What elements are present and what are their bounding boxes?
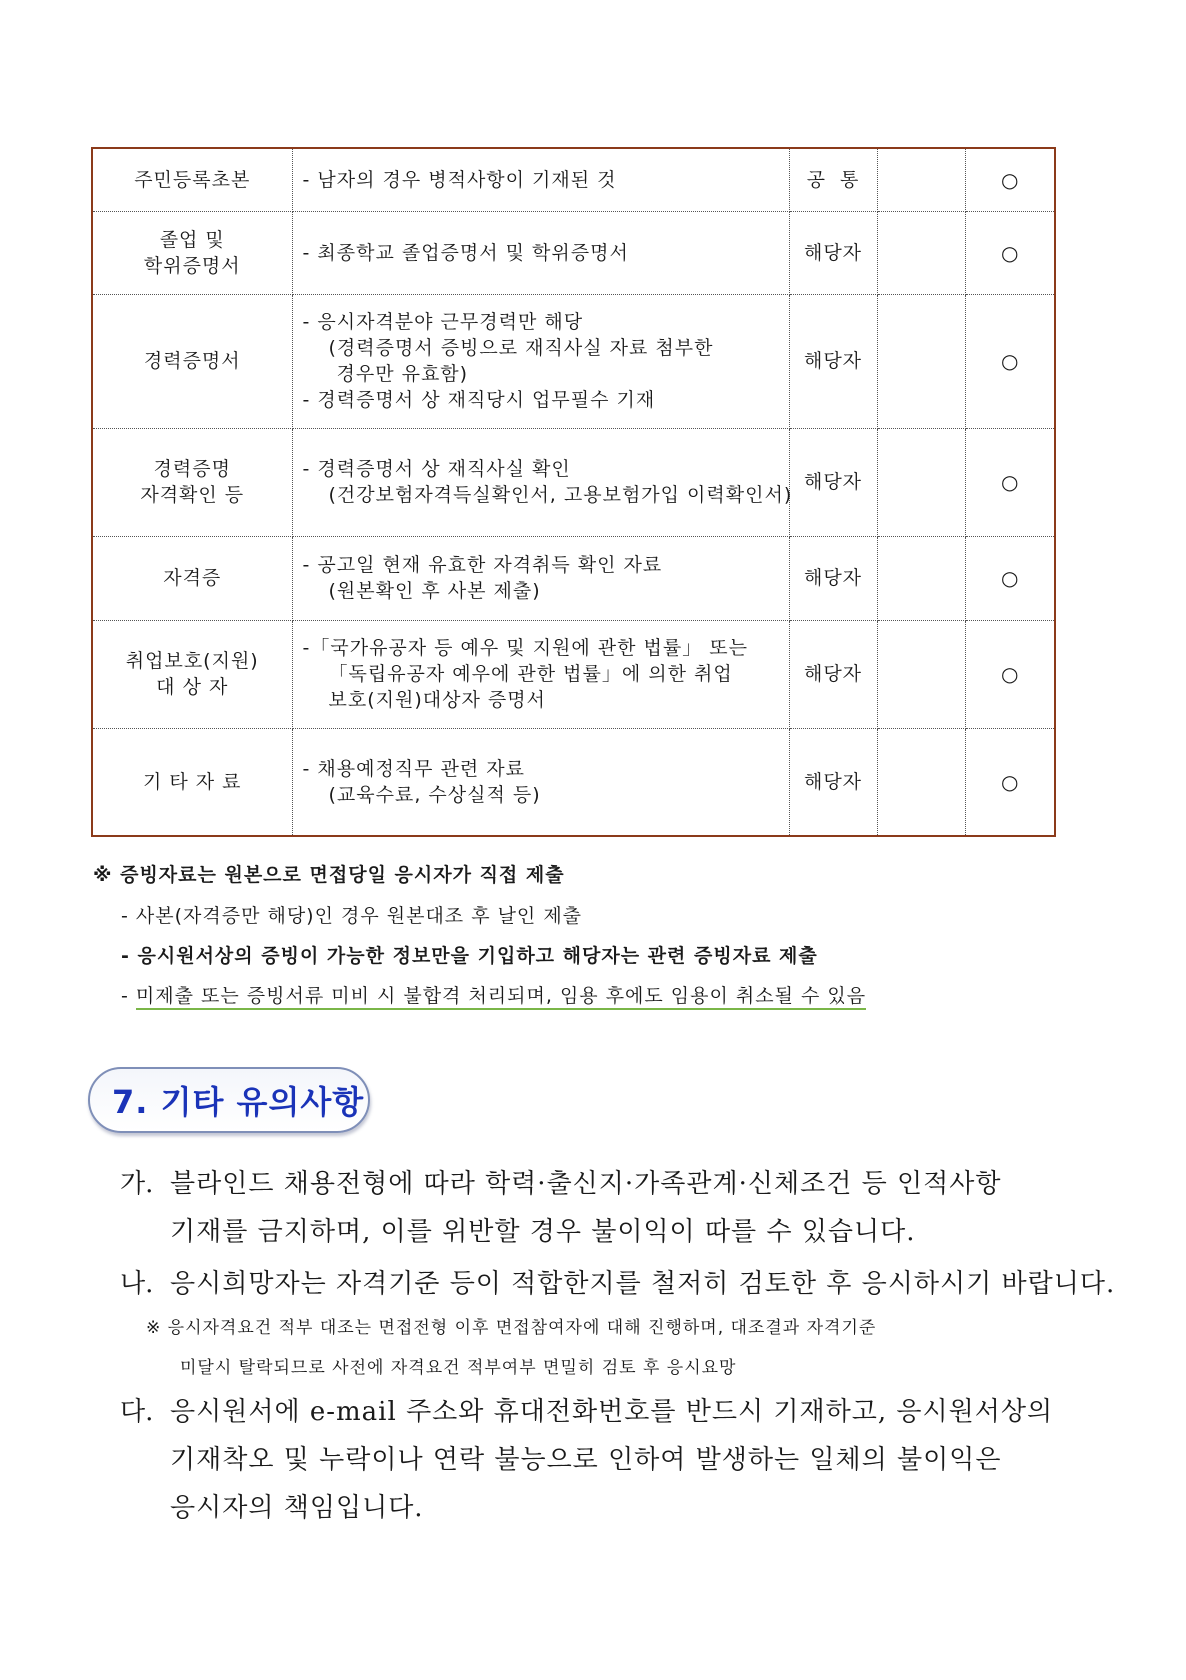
empty-cell — [877, 728, 965, 836]
document-description-cell — [292, 536, 789, 620]
document-name: 주민등록초본 — [134, 168, 251, 191]
document-name-cell — [92, 294, 292, 428]
document-name: 자격증 — [163, 567, 222, 589]
applicable-to-cell: 해당자 — [789, 294, 877, 428]
paragraph-da — [120, 1388, 1060, 1532]
required-mark-cell: ○ — [965, 428, 1055, 536]
submission-notes — [93, 858, 1093, 1018]
document-description-cell — [292, 211, 789, 294]
document-description-cell — [292, 620, 789, 728]
applicable-to-cell: 해당자 — [789, 536, 877, 620]
document-description-line: - 응시자격분야 근무경력만 해당 — [302, 311, 584, 333]
document-description-line: 「독립유공자 예우에 관한 법률」에 의한 취업 — [328, 663, 733, 685]
required-mark-cell: ○ — [965, 148, 1055, 211]
paragraph-da-line-3: 응시자의 책임입니다. — [170, 1493, 424, 1523]
document-name-cell — [92, 428, 292, 536]
applicable-to-cell: 해당자 — [789, 620, 877, 728]
note-copy-verification: - 사본(자격증만 해당)인 경우 원본대조 후 날인 제출 — [121, 905, 583, 927]
document-name: 졸업 및 — [159, 228, 225, 251]
document-name: 자격확인 등 — [140, 484, 245, 506]
empty-cell — [877, 428, 965, 536]
document-name: 학위증명서 — [143, 254, 241, 277]
section-title: 7. 기타 유의사항 — [112, 1083, 365, 1121]
document-description-line: (건강보험자격득실확인서, 고용보험가입 이력확인서) — [328, 484, 793, 506]
document-name: 경력증명서 — [143, 350, 241, 372]
paragraph-na-line-1: 응시희망자는 자격기준 등이 적합한지를 철저히 검토한 후 응시하시기 바랍니다. — [170, 1269, 1116, 1299]
document-name-cell — [92, 211, 292, 294]
empty-cell — [877, 211, 965, 294]
document-description-cell — [292, 428, 793, 536]
document-description-line: 경우만 유효함) — [336, 363, 469, 385]
table-row — [92, 211, 1055, 294]
note-disqualification — [93, 978, 1093, 1018]
documents-table-body — [92, 148, 1055, 836]
paragraph-ga-line-2: 기재를 금지하며, 이를 위반할 경우 불이익이 따를 수 있습니다. — [170, 1217, 916, 1247]
paragraph-na-mark: 나. — [120, 1269, 154, 1299]
document-name: 대 상 자 — [156, 676, 229, 698]
note-dash: - — [121, 985, 129, 1007]
empty-cell — [877, 536, 965, 620]
applicable-to-cell: 해당자 — [789, 728, 877, 836]
paragraph-ga — [120, 1160, 1060, 1256]
document-name: 경력증명 — [153, 458, 231, 480]
table-row — [92, 148, 1055, 211]
applicable-to-cell: 해당자 — [789, 211, 877, 294]
applicable-to-cell: 해당자 — [789, 428, 877, 536]
document-description-line: 보호(지원)대상자 증명서 — [328, 689, 546, 711]
document-description-cell — [292, 294, 789, 428]
document-description-line: - 남자의 경우 병적사항이 기재된 것 — [302, 168, 617, 191]
paragraph-da-line-2: 기재착오 및 누락이나 연락 불능으로 인하여 발생하는 일체의 불이익은 — [170, 1445, 1002, 1475]
document-description-line: -「국가유공자 등 예우 및 지원에 관한 법률」 또는 — [302, 637, 749, 659]
required-mark-cell: ○ — [1001, 769, 1019, 794]
table-row — [92, 294, 1055, 428]
document-description-line: (교육수료, 수상실적 등) — [328, 783, 541, 806]
document-name: 취업보호(지원) — [125, 650, 259, 672]
empty-cell — [877, 148, 965, 211]
required-mark-cell: ○ — [965, 536, 1055, 620]
document-name-cell — [92, 620, 292, 728]
paragraph-ga-line-1: 블라인드 채용전형에 따라 학력·출신지·가족관계·신체조건 등 인적사항 — [170, 1169, 1002, 1199]
note-enter-verifiable-info: - 응시원서상의 증빙이 가능한 정보만을 기입하고 해당자는 관련 증빙자료 제출 — [121, 945, 818, 967]
required-mark-cell: ○ — [965, 620, 1055, 728]
table-row — [92, 728, 1055, 836]
document-description-line: - 경력증명서 상 재직사실 확인 — [302, 458, 571, 480]
required-mark-cell: ○ — [965, 294, 1055, 428]
document-description-line: - 경력증명서 상 재직당시 업무필수 기재 — [302, 389, 656, 411]
paragraph-na-note — [120, 1308, 1060, 1388]
document-description-cell — [292, 728, 789, 836]
document-name: 기 타 자 료 — [142, 770, 242, 793]
document-name-cell — [92, 536, 292, 620]
note-disqualification-text: 미제출 또는 증빙서류 미비 시 불합격 처리되며, 임용 후에도 임용이 취소될 수 있음 — [136, 985, 866, 1010]
paragraph-ga-mark: 가. — [120, 1169, 154, 1199]
document-name-cell — [92, 728, 292, 836]
document-description-line: - 공고일 현재 유효한 자격취득 확인 자료 — [302, 554, 663, 576]
documents-table — [91, 147, 1056, 837]
paragraph-da-line-1: 응시원서에 e-mail 주소와 휴대전화번호를 반드시 기재하고, 응시원서상의 — [170, 1397, 1054, 1427]
document-description-line: (경력증명서 증빙으로 재직사실 자료 첨부한 — [328, 337, 714, 359]
paragraph-na — [120, 1260, 1116, 1308]
notes-heading: ※ 증빙자료는 원본으로 면접당일 응시자가 직접 제출 — [93, 864, 565, 886]
document-description-line: (원본확인 후 사본 제출) — [328, 580, 541, 602]
paragraph-na-note-line-1: ※ 응시자격요건 적부 대조는 면접전형 이후 면접참여자에 대해 진행하며, 대조결과 자격기준 — [146, 1318, 877, 1338]
document-description-line: - 채용예정직무 관련 자료 — [302, 757, 526, 780]
table-row — [92, 428, 1055, 536]
paragraph-da-mark: 다. — [120, 1397, 154, 1427]
table-row — [92, 536, 1055, 620]
empty-cell — [877, 620, 965, 728]
document-description-cell — [292, 148, 789, 211]
document-name-cell — [92, 148, 292, 211]
precautions-body — [120, 1160, 1116, 1532]
paragraph-na-note-line-2: 미달시 탈락되므로 사전에 자격요건 적부여부 면밀히 검토 후 응시요망 — [180, 1358, 737, 1378]
document-description-line: - 최종학교 졸업증명서 및 학위증명서 — [302, 241, 629, 264]
applicable-to-cell: 공 통 — [789, 148, 877, 211]
table-row — [92, 620, 1055, 728]
empty-cell — [877, 294, 965, 428]
required-mark-cell: ○ — [965, 211, 1055, 294]
section-heading — [88, 1067, 370, 1133]
